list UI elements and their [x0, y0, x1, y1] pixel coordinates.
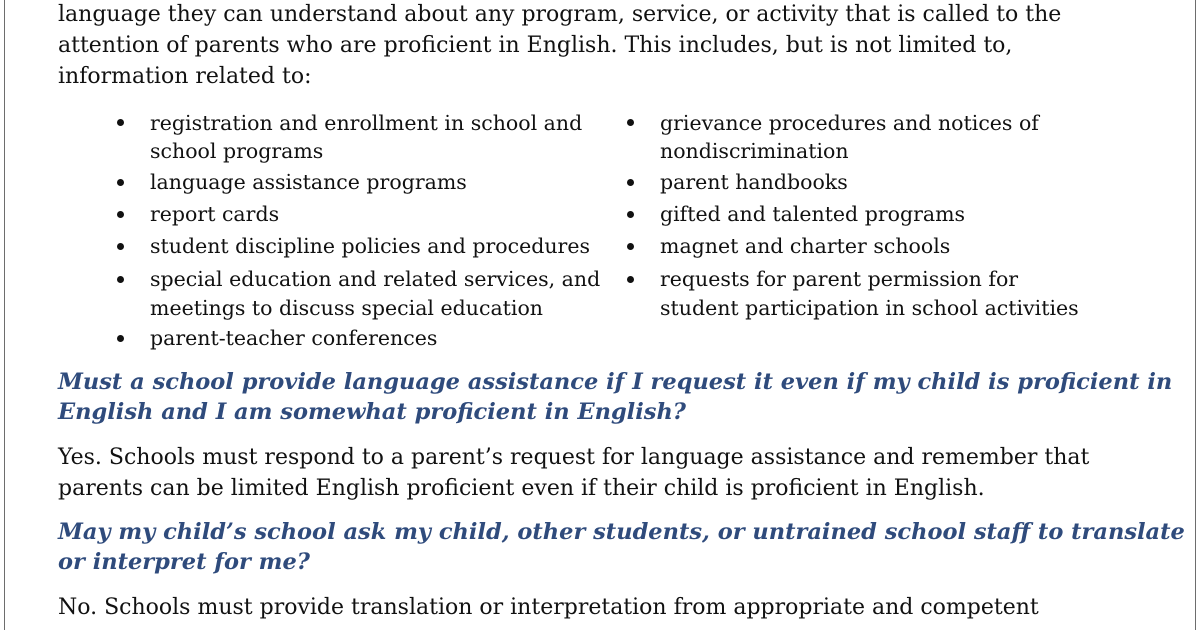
- list-item-text: special education and related services, and: [150, 267, 601, 291]
- list-item-text: student participation in school activities: [660, 296, 1079, 320]
- intro-line-3: information related to:: [58, 64, 312, 89]
- bullet-icon: [627, 179, 634, 186]
- intro-line-1: language they can understand about any program, service, or activity that is called to the: [58, 2, 1062, 27]
- bullet-icon: [117, 243, 124, 250]
- question-heading-2: May my child’s school ask my child, other students, or untrained school staff to translate: [58, 519, 1185, 545]
- bullet-icon: [117, 211, 124, 218]
- list-item-text: nondiscrimination: [660, 139, 849, 163]
- list-item-text: parent handbooks: [660, 170, 848, 194]
- list-item-text: grievance procedures and notices of: [660, 111, 1039, 135]
- bullet-icon: [627, 276, 634, 283]
- bullet-icon: [117, 119, 124, 126]
- question-heading-1-line-2: English and I am somewhat proficient in English?: [58, 399, 686, 425]
- page-border-left: [4, 0, 5, 630]
- list-item-text: report cards: [150, 202, 280, 226]
- list-item-text: parent-teacher conferences: [150, 326, 438, 350]
- list-item-text: language assistance programs: [150, 170, 467, 194]
- list-item-text: requests for parent permission for: [660, 267, 1019, 291]
- bullet-icon: [627, 211, 634, 218]
- list-item-text: magnet and charter schools: [660, 234, 951, 258]
- bullet-icon: [627, 119, 634, 126]
- list-item-text: gifted and talented programs: [660, 202, 966, 226]
- list-item-text: meetings to discuss special education: [150, 296, 544, 320]
- list-item-text: school programs: [150, 139, 324, 163]
- intro-line-2: attention of parents who are proficient in English. This includes, but is not limited to,: [58, 33, 1013, 58]
- bullet-icon: [117, 276, 124, 283]
- answer-1-line-2: parents can be limited English proficient even if their child is proficient in English.: [58, 476, 985, 501]
- question-heading-2-line-2: or interpret for me?: [58, 549, 310, 575]
- question-heading-1: Must a school provide language assistance if I request it even if my child is proficient in: [58, 369, 1173, 395]
- page-border-right: [1195, 0, 1196, 630]
- list-item-text: registration and enrollment in school and: [150, 111, 583, 135]
- bullet-icon: [117, 335, 124, 342]
- bullet-icon: [117, 179, 124, 186]
- answer-1-line-1: Yes. Schools must respond to a parent’s request for language assistance and remember that: [58, 445, 1090, 470]
- answer-2-line-1: No. Schools must provide translation or interpretation from appropriate and competent: [58, 595, 1039, 620]
- list-item-text: student discipline policies and procedures: [150, 234, 590, 258]
- bullet-icon: [627, 243, 634, 250]
